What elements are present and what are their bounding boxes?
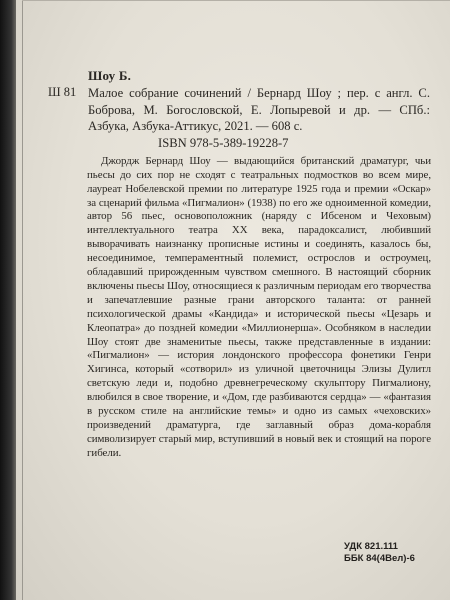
book-spine	[0, 0, 16, 600]
bbk-code: ББК 84(4Вел)-6	[344, 553, 415, 564]
page-border-vertical	[22, 0, 23, 600]
bibliographic-description: Малое собрание сочинений / Бернард Шоу ; пер. с англ. С. Боброва, М. Богословской, Е. Лопыревой и др. — СПб.: Азбука, Азбука-Аттикус, 2021. — 608 с.	[88, 86, 430, 134]
page-border-horizontal	[22, 0, 450, 1]
catalog-card	[48, 68, 431, 461]
udk-code: УДК 821.111	[344, 541, 398, 552]
author-code: Ш 81	[48, 85, 77, 99]
isbn: ISBN 978-5-389-19228-7	[158, 135, 289, 150]
author-heading: Шоу Б.	[88, 68, 132, 83]
annotation-paragraph: Джордж Бернард Шоу — выдающийся британский драматург, чьи пьесы до сих пор не сходят с театральных подмостков во всем мире, лауреат Нобелевской премии по литературе 1925 года и премии «Оскар» за сценарий фильма «Пигмалион» (1938) по его же одноименной комедии, автор 56 пьес, основоположник (наряду с Ибсеном и Чеховым) интеллектуального театра XX века, парадоксалист, любивший выворачивать наизнанку прописные истины и соединять, казалось бы, несоединимое, темпераментный полемист, острослов и остроумец, обладавший прирожденным чувством смешного. В настоящий сборник включены пьесы Шоу, относящиеся к различным периодам его творчества и запечатлевшие разные грани авторского таланта: от ранней психологической драмы «Кандида» и исторической пьесы «Цезарь и Клеопатра» до поздней комедии «Миллионерша». Особняком в наследии Шоу стоят две знаменитые пьесы, также представленные в издании: «Пигмалион» — история лондонского профессора фонетики Генри Хигинса, который «сотворил» из уличной цветочницы Элизы Дулитл светскую леди и, подобно древнегреческому скульптору Пигмалиону, влюбился в свое творение, и «Дом, где разбиваются сердца» — «фантазия в русском стиле на английские темы» и одно из самых «чеховских» произведений драматурга, где заглавный образ дома-корабля символизирует старый мир, вступивший в новый век и стоящий на пороге гибели.	[87, 154, 431, 459]
biblio-row	[48, 85, 430, 135]
